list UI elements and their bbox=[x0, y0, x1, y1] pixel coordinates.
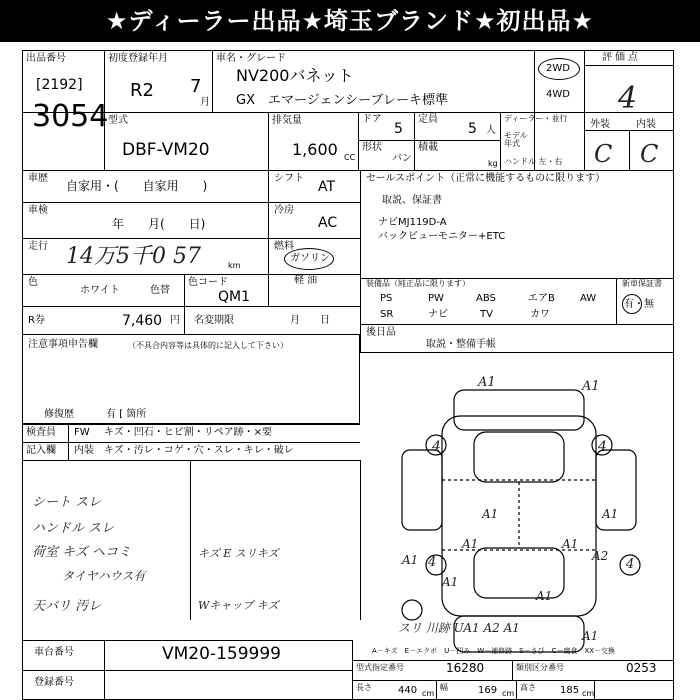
documents-label: 後日品 bbox=[366, 327, 396, 338]
length-value: 440 bbox=[398, 685, 418, 696]
month: 7 bbox=[190, 76, 202, 97]
inspection-value: 年 月( 日) bbox=[112, 217, 206, 231]
inspection-label: 車検 bbox=[28, 205, 48, 216]
mark-a1-center-r: A1 bbox=[602, 507, 619, 521]
car-name-label: 車名・グレード bbox=[216, 53, 286, 64]
banner: ★ディーラー出品★埼玉ブランド★初出品★ bbox=[0, 0, 700, 42]
mark-a1-center-l: A1 bbox=[482, 507, 499, 521]
ticket-label: R券 bbox=[28, 315, 45, 326]
mark-a1-rear-c: A1 bbox=[562, 537, 579, 551]
interior-label: 内装 bbox=[636, 119, 656, 130]
load-label: 積載 bbox=[418, 142, 438, 153]
color-code-label: 色コード bbox=[188, 277, 228, 288]
mark-4-front-r: 4 bbox=[598, 439, 607, 455]
note-3: 荷室 キズ ヘコミ bbox=[32, 545, 132, 560]
sales-line-2: ナビMJ119D-A bbox=[378, 217, 447, 228]
note-3b: キズ E スリキズ bbox=[198, 547, 279, 560]
ticket-value: 7,460 bbox=[122, 313, 163, 329]
type-label: 型式指定番号 bbox=[356, 663, 404, 672]
mileage-label: 走行 bbox=[28, 241, 48, 252]
width-value: 169 bbox=[478, 685, 498, 696]
equip-tv: TV bbox=[480, 309, 493, 320]
mileage-unit: km bbox=[228, 261, 241, 270]
legend-fw: FW bbox=[74, 427, 90, 438]
class-value: 0253 bbox=[626, 661, 657, 675]
note-4: タイヤハウス有 bbox=[62, 569, 146, 583]
deadline-value: 月 日 bbox=[290, 315, 330, 326]
length-label: 長さ bbox=[356, 683, 372, 692]
mark-a1-side-l: A1 bbox=[402, 553, 419, 567]
score-value: 4 bbox=[618, 81, 638, 116]
note-6: スリ 川跡 UA1 A2 A1 bbox=[398, 621, 520, 635]
doors-value: 5 bbox=[394, 121, 403, 137]
equip-aw: AW bbox=[580, 293, 597, 304]
doors-label: ドア bbox=[362, 114, 382, 125]
car-name: NV200バネット bbox=[236, 66, 354, 85]
chassis-value: VM20-159999 bbox=[162, 644, 281, 664]
color-swap-label: 色替 bbox=[150, 285, 170, 296]
capacity-value: 5 bbox=[468, 121, 477, 137]
inspector-label: 検査員 bbox=[26, 427, 56, 438]
note-1: シート スレ bbox=[32, 495, 102, 510]
warranty-label: 新車保証書 bbox=[622, 279, 662, 288]
legend-interior: 内装 bbox=[74, 445, 94, 456]
history-value: 自家用・( 自家用 ) bbox=[66, 179, 208, 193]
height-label: 高さ bbox=[520, 683, 536, 692]
note-5b: Wキャップ キズ bbox=[198, 599, 279, 612]
equip-ps: PS bbox=[380, 293, 393, 304]
note-2: ハンドル スレ bbox=[32, 521, 115, 536]
notes-hint: （不具合内容等は具体的に記入して下さい） bbox=[128, 341, 288, 350]
notes-label: 注意事項申告欄 bbox=[28, 339, 98, 350]
mark-a1-bottom-c: A1 bbox=[536, 589, 553, 603]
mark-a2-side-r: A2 bbox=[592, 549, 609, 563]
ac-value: AC bbox=[318, 215, 338, 231]
equip-abs: ABS bbox=[476, 293, 496, 304]
class-label: 類別区分番号 bbox=[516, 663, 564, 672]
legend-exterior-codes: キズ・凹石・ヒビ割・リペア跡・×要 bbox=[104, 427, 272, 438]
lot-bracket: [2192] bbox=[36, 77, 83, 93]
color-value: ホワイト bbox=[80, 285, 120, 296]
fuel-label: 燃料 bbox=[274, 241, 294, 252]
length-unit: cm bbox=[422, 689, 435, 698]
mark-a1-bottom-l: A1 bbox=[442, 575, 459, 589]
month-unit: 月 bbox=[200, 97, 210, 108]
drive-4wd: 4WD bbox=[546, 89, 570, 100]
type-value: 16280 bbox=[446, 661, 485, 675]
chassis-label: 車台番号 bbox=[34, 647, 74, 658]
equipment-title: 装備品（純正品に限ります） bbox=[366, 279, 470, 288]
note-5: 天バリ 汚レ bbox=[32, 599, 102, 614]
shift-label: シフト bbox=[274, 173, 304, 184]
sales-line-3: バックビューモニター+ETC bbox=[378, 231, 506, 242]
width-label: 幅 bbox=[440, 683, 448, 692]
exterior-score: C bbox=[594, 140, 613, 168]
equip-leather: カワ bbox=[530, 309, 550, 320]
auction-sheet bbox=[22, 50, 674, 700]
mark-a1-bottom-r: A1 bbox=[582, 629, 599, 643]
shift-value: AT bbox=[318, 179, 336, 195]
ac-label: 冷房 bbox=[274, 205, 294, 216]
lot-number: 3054 bbox=[32, 99, 109, 134]
mark-a1-front-r: A1 bbox=[582, 379, 600, 394]
shape-label: 形状 bbox=[362, 142, 382, 153]
score-label: 評価点 bbox=[602, 52, 641, 63]
height-value: 185 bbox=[560, 685, 580, 696]
legend-interior-codes: キズ・汚レ・コゲ・穴・スレ・キレ・破レ bbox=[104, 445, 294, 456]
displacement-unit: CC bbox=[344, 153, 356, 162]
width-unit: cm bbox=[502, 689, 515, 698]
first-reg-label: 初度登録年月 bbox=[108, 53, 168, 64]
sales-point-title: セールスポイント（正常に機能するものに限ります） bbox=[366, 173, 606, 184]
height-unit: cm bbox=[582, 689, 595, 698]
color-code-value: QM1 bbox=[218, 289, 251, 305]
grade: GX エマージェンシーブレーキ標準 bbox=[236, 93, 448, 108]
fuel-gasoline: ガソリン bbox=[290, 253, 330, 264]
equip-navi: ナビ bbox=[428, 309, 448, 320]
equip-airbag: エアB bbox=[528, 293, 555, 304]
capacity-label: 定員 bbox=[418, 114, 438, 125]
repair-label: 修復歴 bbox=[44, 409, 74, 420]
equip-pw: PW bbox=[428, 293, 444, 304]
mark-4-rear-r: 4 bbox=[626, 557, 635, 572]
ticket-unit: 円 bbox=[170, 315, 180, 326]
mileage-value: 14万5千0 57 bbox=[66, 244, 201, 269]
era: R2 bbox=[130, 80, 154, 101]
warranty-value: 有・無 bbox=[624, 299, 654, 310]
equip-sr: SR bbox=[380, 309, 394, 320]
shape-value: バン bbox=[392, 153, 412, 164]
model-label: 型式 bbox=[108, 115, 128, 126]
capacity-unit: 人 bbox=[486, 125, 496, 136]
deadline-label: 名変期限 bbox=[194, 315, 234, 326]
displacement-value: 1,600 bbox=[292, 140, 338, 159]
parallel-label: ディーラー・並行 bbox=[504, 114, 568, 123]
load-unit: kg bbox=[488, 159, 498, 168]
mark-a1-rear-l: A1 bbox=[462, 537, 479, 551]
car-diagram bbox=[22, 50, 674, 700]
drive-2wd: 2WD bbox=[546, 63, 570, 74]
interior-score: C bbox=[640, 140, 659, 168]
mark-a1-front-l: A1 bbox=[478, 375, 496, 390]
entry-label: 記入欄 bbox=[26, 445, 56, 456]
model-value: DBF-VM20 bbox=[122, 140, 210, 160]
exterior-label: 外装 bbox=[590, 119, 610, 130]
lot-label: 出品番号 bbox=[26, 53, 66, 64]
mark-4-front-l: 4 bbox=[432, 439, 441, 455]
history-label: 車歴 bbox=[28, 173, 48, 184]
model-year-label: モデル年式 bbox=[504, 131, 528, 148]
color-label: 色 bbox=[28, 277, 38, 288]
repair-value: 有 [ 箇所 bbox=[106, 409, 147, 420]
documents-value: 取説・整備手帳 bbox=[426, 339, 496, 350]
fuel-light-oil: 軽 油 bbox=[294, 275, 318, 286]
handle-label: ハンドル 左・右 bbox=[504, 157, 563, 166]
diagram-legend: A－キズ E－エクボ U－凹み W－補修跡 S－さび C－腐食 XX－交換 bbox=[372, 647, 616, 655]
sales-line-1: 取説、保証書 bbox=[382, 195, 442, 206]
reg-label: 登録番号 bbox=[34, 677, 74, 688]
displacement-label: 排気量 bbox=[272, 115, 302, 126]
mark-4-rear-l: 4 bbox=[428, 555, 437, 570]
